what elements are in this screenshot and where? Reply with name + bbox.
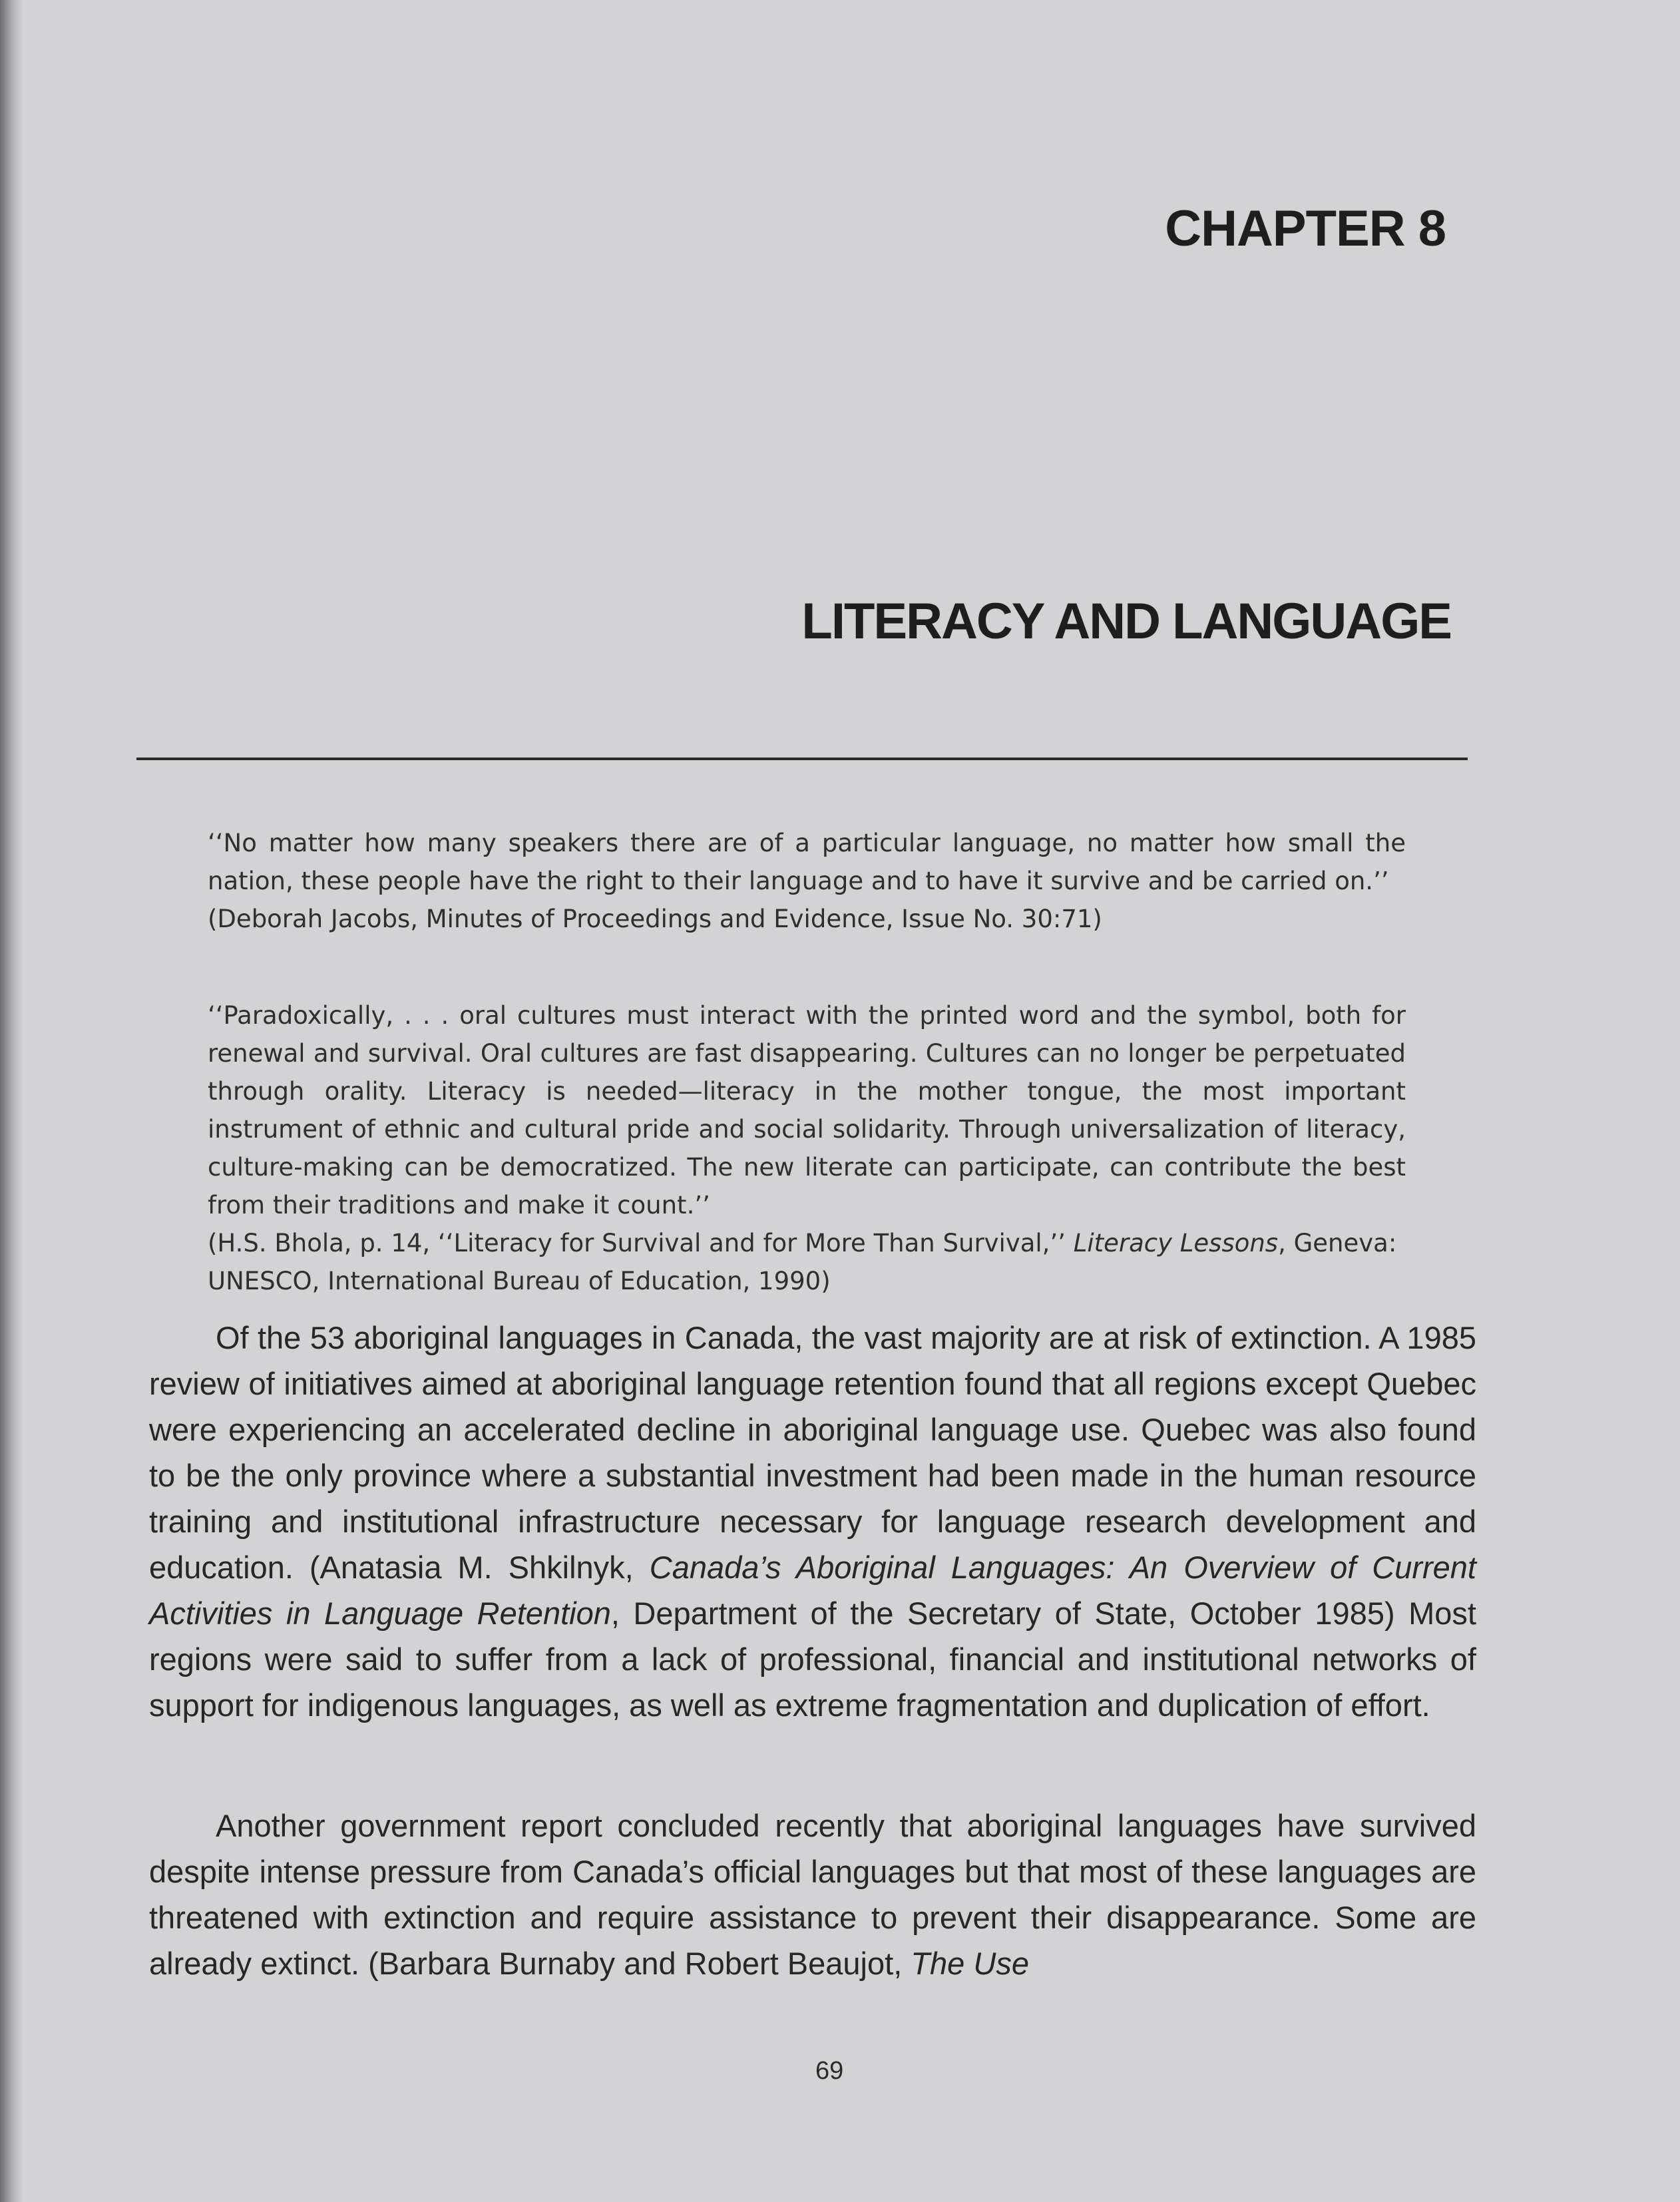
page-number: 69 [815, 2057, 844, 2085]
body-paragraph-1 [149, 1315, 1476, 1728]
epigraph-quote-jacobs [208, 824, 1406, 938]
epigraph-quote-bhola [208, 996, 1406, 1300]
title-divider [136, 758, 1468, 760]
body-paragraph-2 [149, 1803, 1476, 1986]
chapter-number: CHAPTER 8 [1165, 200, 1446, 257]
chapter-title: LITERACY AND LANGUAGE [801, 593, 1451, 650]
paragraph-text: Of the 53 aboriginal languages in Canada, the vast majority are at risk of extinction. A 1985 review of initiatives aimed at aboriginal language retention found that all regions except Quebec were experiencing an accelerated decline in aboriginal language use. Quebec was also found to be the only province where a substantial investment had been made in the human resource training and institutional infrastructure necessary for language research development and education. (Anatasia M. Shkilnyk, [149, 1320, 1476, 1585]
citation-text-end: , Geneva: UNESCO, International Bureau of Education, 1990) [208, 1229, 1397, 1295]
quote-text: ‘‘No matter how many speakers there are of a particular language, no matter how small the nation, these people have the right to their language and to have it survive and be carried on.’’ [208, 829, 1406, 895]
quote-citation: (Deborah Jacobs, Minutes of Proceedings and Evidence, Issue No. 30:71) [208, 905, 1102, 933]
cited-work-title: The Use [911, 1946, 1029, 1981]
paragraph-text-end: , Department of the Secretary of State, October 1985) Most regions were said to suffer from a lack of professional, financial and institutional networks of support for indigenous languages, as well as extreme fragmentation and duplication of effort. [149, 1596, 1476, 1723]
citation-text: (H.S. Bhola, p. 14, ‘‘Literacy for Survival and for More Than Survival,’’ [208, 1229, 1074, 1257]
cited-work-title: Canada’s Aboriginal Languages: An Overview of Current Activities in Language Retention [149, 1550, 1476, 1631]
citation-title: Literacy Lessons [1073, 1229, 1279, 1257]
paragraph-text: Another government report concluded recently that aboriginal languages have survived despite intense pressure from Canada’s official languages but that most of these languages are threatened with extinction and require assistance to prevent their disappearance. Some are already extinct. (Barbara Burnaby and Robert Beaujot, [149, 1808, 1476, 1981]
quote-text: ‘‘Paradoxically, . . . oral cultures must interact with the printed word and the symbol, both for renewal and survival. Oral cultures are fast disappearing. Cultures can no longer be perpetuated through orality. Literacy is needed—literacy in the mother tongue, the most important instrument of ethnic and cultural pride and social solidarity. Through universalization of literacy, culture-making can be democratized. The new literate can participate, can contribute the best from their traditions and make it count.’’ [208, 1001, 1406, 1219]
quote-citation [208, 1224, 1406, 1300]
